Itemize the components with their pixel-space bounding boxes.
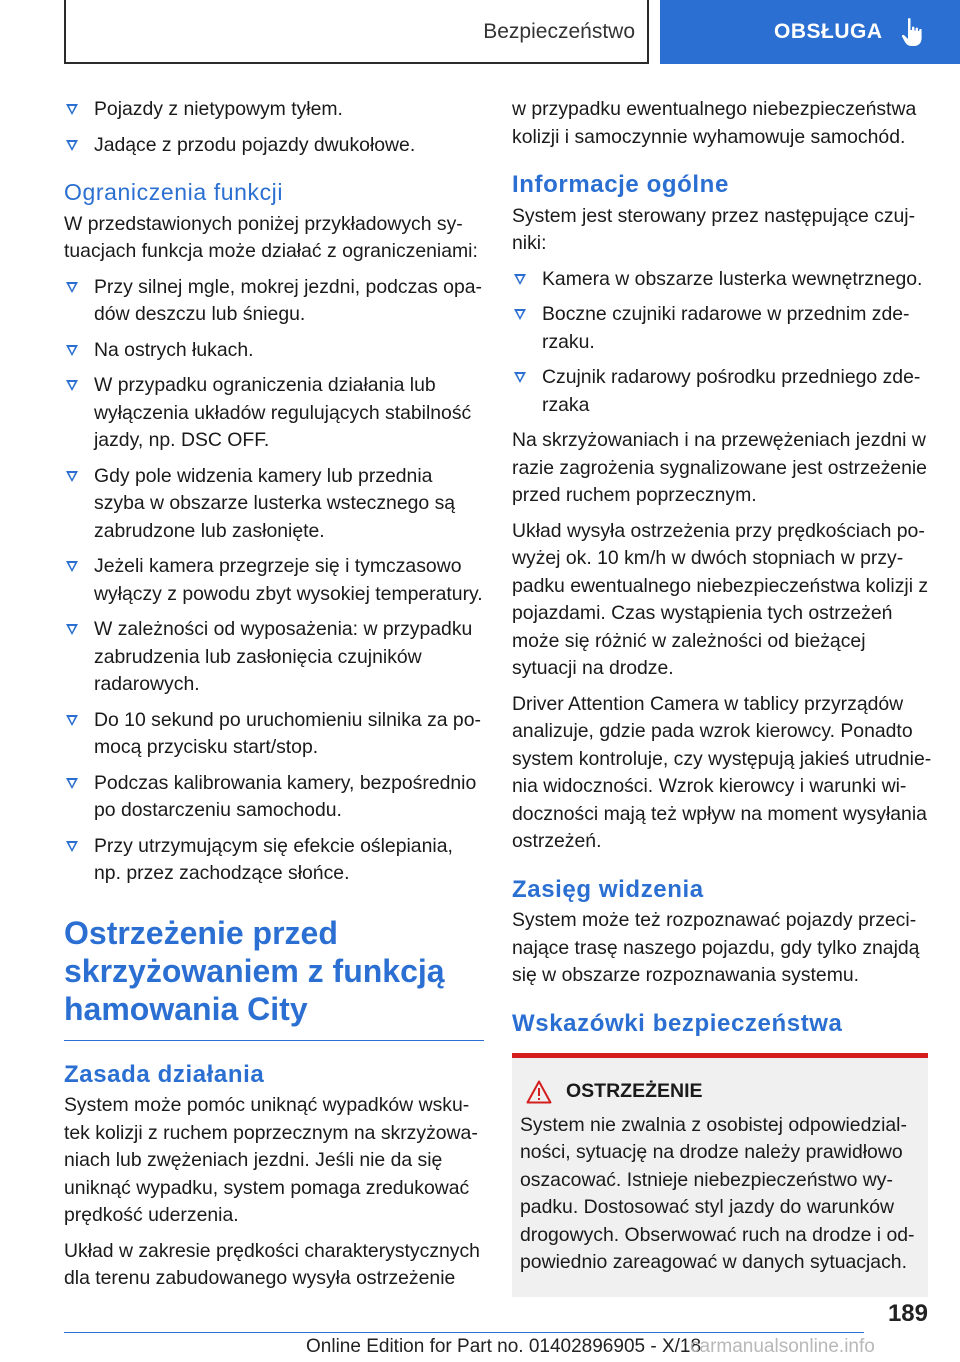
list-item: Podczas kalibrowania kamery, bezpośrednio po dostarczeniu samochodu. bbox=[64, 770, 484, 825]
list-item: W przypadku ograniczenia działania lub wyłączenia układów regulujących stabilność jazdy, np. DSC OFF. bbox=[64, 372, 484, 455]
range-heading: Zasięg widzenia bbox=[512, 875, 704, 903]
footer-watermark: carmanualsonline.info bbox=[690, 1336, 875, 1357]
warning-triangle-icon bbox=[526, 1080, 552, 1104]
triangle-bullet-icon bbox=[66, 624, 78, 635]
triangle-bullet-icon bbox=[514, 309, 526, 320]
page-number: 189 bbox=[887, 1300, 928, 1327]
header-section-title bbox=[64, 0, 649, 64]
triangle-bullet-icon bbox=[66, 715, 78, 726]
footer-edition: Online Edition for Part no. 01402896905 - X/18 bbox=[306, 1336, 702, 1357]
list-item: Pojazdy z nietypowym tyłem. bbox=[64, 96, 484, 124]
general-heading: Informacje ogólne bbox=[512, 171, 729, 198]
warning-box bbox=[512, 1053, 928, 1297]
principle-heading: Zasada działania bbox=[64, 1060, 265, 1088]
limits-intro: W przedstawionych poniżej przykładowych sytuacjach funkcja może działać z ograniczeniami: bbox=[64, 212, 478, 262]
left-column bbox=[64, 96, 484, 1301]
list-item: Boczne czujniki radarowe w przednim zderzaku. bbox=[512, 301, 932, 356]
warning-title-row bbox=[520, 1078, 920, 1106]
general-paragraph-3: Driver Attention Camera w tablicy przyrządów analizuje, gdzie pada wzrok kierowcy. Ponadto system kontroluje, czy występują jakieś utrudnienia widoczności. Wzrok kierowcy i warunki widoczności mają też wpływ na moment wysyłania ostrzeżeń. bbox=[512, 692, 932, 852]
list-item: Do 10 sekund po uruchomieniu silnika za pomocą przycisku start/stop. bbox=[64, 707, 484, 762]
pointing-hand-icon bbox=[901, 17, 925, 47]
general-paragraph-1: Na skrzyżowaniach i na przewężeniach jezdni w razie zagrożenia sygnalizowane jest ostrzeżenie przed ruchem poprzecznym. bbox=[512, 429, 927, 506]
triangle-bullet-icon bbox=[66, 282, 78, 293]
limits-heading: Ograniczenia funkcji bbox=[64, 179, 284, 205]
principle-paragraph-2: Układ w zakresie prędkości charakterystycznych dla terenu zabudowanego wysyła ostrzeżenie bbox=[64, 1239, 480, 1289]
header-chapter-tab[interactable] bbox=[660, 0, 960, 64]
triangle-bullet-icon bbox=[514, 372, 526, 383]
list-item: Gdy pole widzenia kamery lub przednia szyba w obszarze lusterka wstecznego są zabrudzone lub zasłonięte. bbox=[64, 463, 484, 546]
main-heading: Ostrzeżenie przed skrzyżowaniem z funkcją hamowania City bbox=[64, 914, 484, 1041]
limits-bullet-list bbox=[64, 274, 484, 888]
triangle-bullet-icon bbox=[514, 274, 526, 285]
footer-divider bbox=[64, 1332, 864, 1333]
principle-paragraph-1: System może pomóc uniknąć wypadków wskutek kolizji z ruchem poprzecznym na skrzyżowaniach lub zwężeniach jezdni. Jeśli nie da się uniknąć wypadku, system pomaga zredukować prędkość uderzenia. bbox=[64, 1094, 478, 1226]
range-paragraph: System może też rozpoznawać pojazdy przecinające trasę naszego pojazdu, gdy tylko znajdą się w obszarze rozpoznawania systemu. bbox=[512, 909, 920, 986]
list-item: Przy silnej mgle, mokrej jezdni, podczas opadów deszczu lub śniegu. bbox=[64, 274, 484, 329]
right-column bbox=[512, 96, 932, 1297]
list-item: Kamera w obszarze lusterka wewnętrznego. bbox=[512, 266, 932, 294]
section-title: Bezpieczeństwo bbox=[483, 20, 635, 43]
triangle-bullet-icon bbox=[66, 471, 78, 482]
triangle-bullet-icon bbox=[66, 561, 78, 572]
triangle-bullet-icon bbox=[66, 841, 78, 852]
list-item: W zależności od wyposażenia: w przypadku zabrudzenia lub zasłonięcia czujników radarowych. bbox=[64, 616, 484, 699]
general-intro: System jest sterowany przez następujące czujniki: bbox=[512, 204, 916, 254]
list-item: Przy utrzymującym się efekcie oślepiania, np. przez zachodzące słońce. bbox=[64, 833, 484, 888]
list-item: Czujnik radarowy pośrodku przedniego zderzaka bbox=[512, 364, 932, 419]
list-item: Jeżeli kamera przegrzeje się i tymczasowo wyłączy z powodu zbyt wysokiej temperatury. bbox=[64, 553, 484, 608]
triangle-bullet-icon bbox=[66, 140, 78, 151]
triangle-bullet-icon bbox=[66, 345, 78, 356]
triangle-bullet-icon bbox=[66, 778, 78, 789]
triangle-bullet-icon bbox=[66, 104, 78, 115]
triangle-bullet-icon bbox=[66, 380, 78, 391]
general-paragraph-2: Układ wysyła ostrzeżenia przy prędkościach powyżej ok. 10 km/h w dwóch stopniach w przypadku ewentualnego niebezpieczeństwa kolizji z pojazdami. Czas wystąpienia tych ostrzeżeń może się różnić w zależności od bieżącej sytuacji na drodze. bbox=[512, 519, 929, 679]
safety-heading: Wskazówki bezpieczeństwa bbox=[512, 1009, 843, 1037]
list-item: Na ostrych łukach. bbox=[64, 337, 484, 365]
chapter-title: OBSŁUGA bbox=[774, 20, 883, 43]
warning-text: System nie zwalnia z osobistej odpowiedzialności, sytuację na drodze należy prawidłowo oszacować. Istnieje niebezpieczeństwo wypadku. Dostosować styl jazdy do warunków drogowych. Obserwować ruch na drodze i odpowiednio zareagować w danych sytuacjach. bbox=[520, 1113, 915, 1273]
top-bullet-list bbox=[64, 96, 484, 159]
warning-title: OSTRZEŻENIE bbox=[566, 1080, 703, 1102]
list-item: Jadące z przodu pojazdy dwukołowe. bbox=[64, 132, 484, 160]
continued-paragraph: w przypadku ewentualnego niebezpieczeństwa kolizji i samoczynnie wyhamowuje samochód. bbox=[512, 98, 917, 148]
sensor-bullet-list bbox=[512, 266, 932, 420]
